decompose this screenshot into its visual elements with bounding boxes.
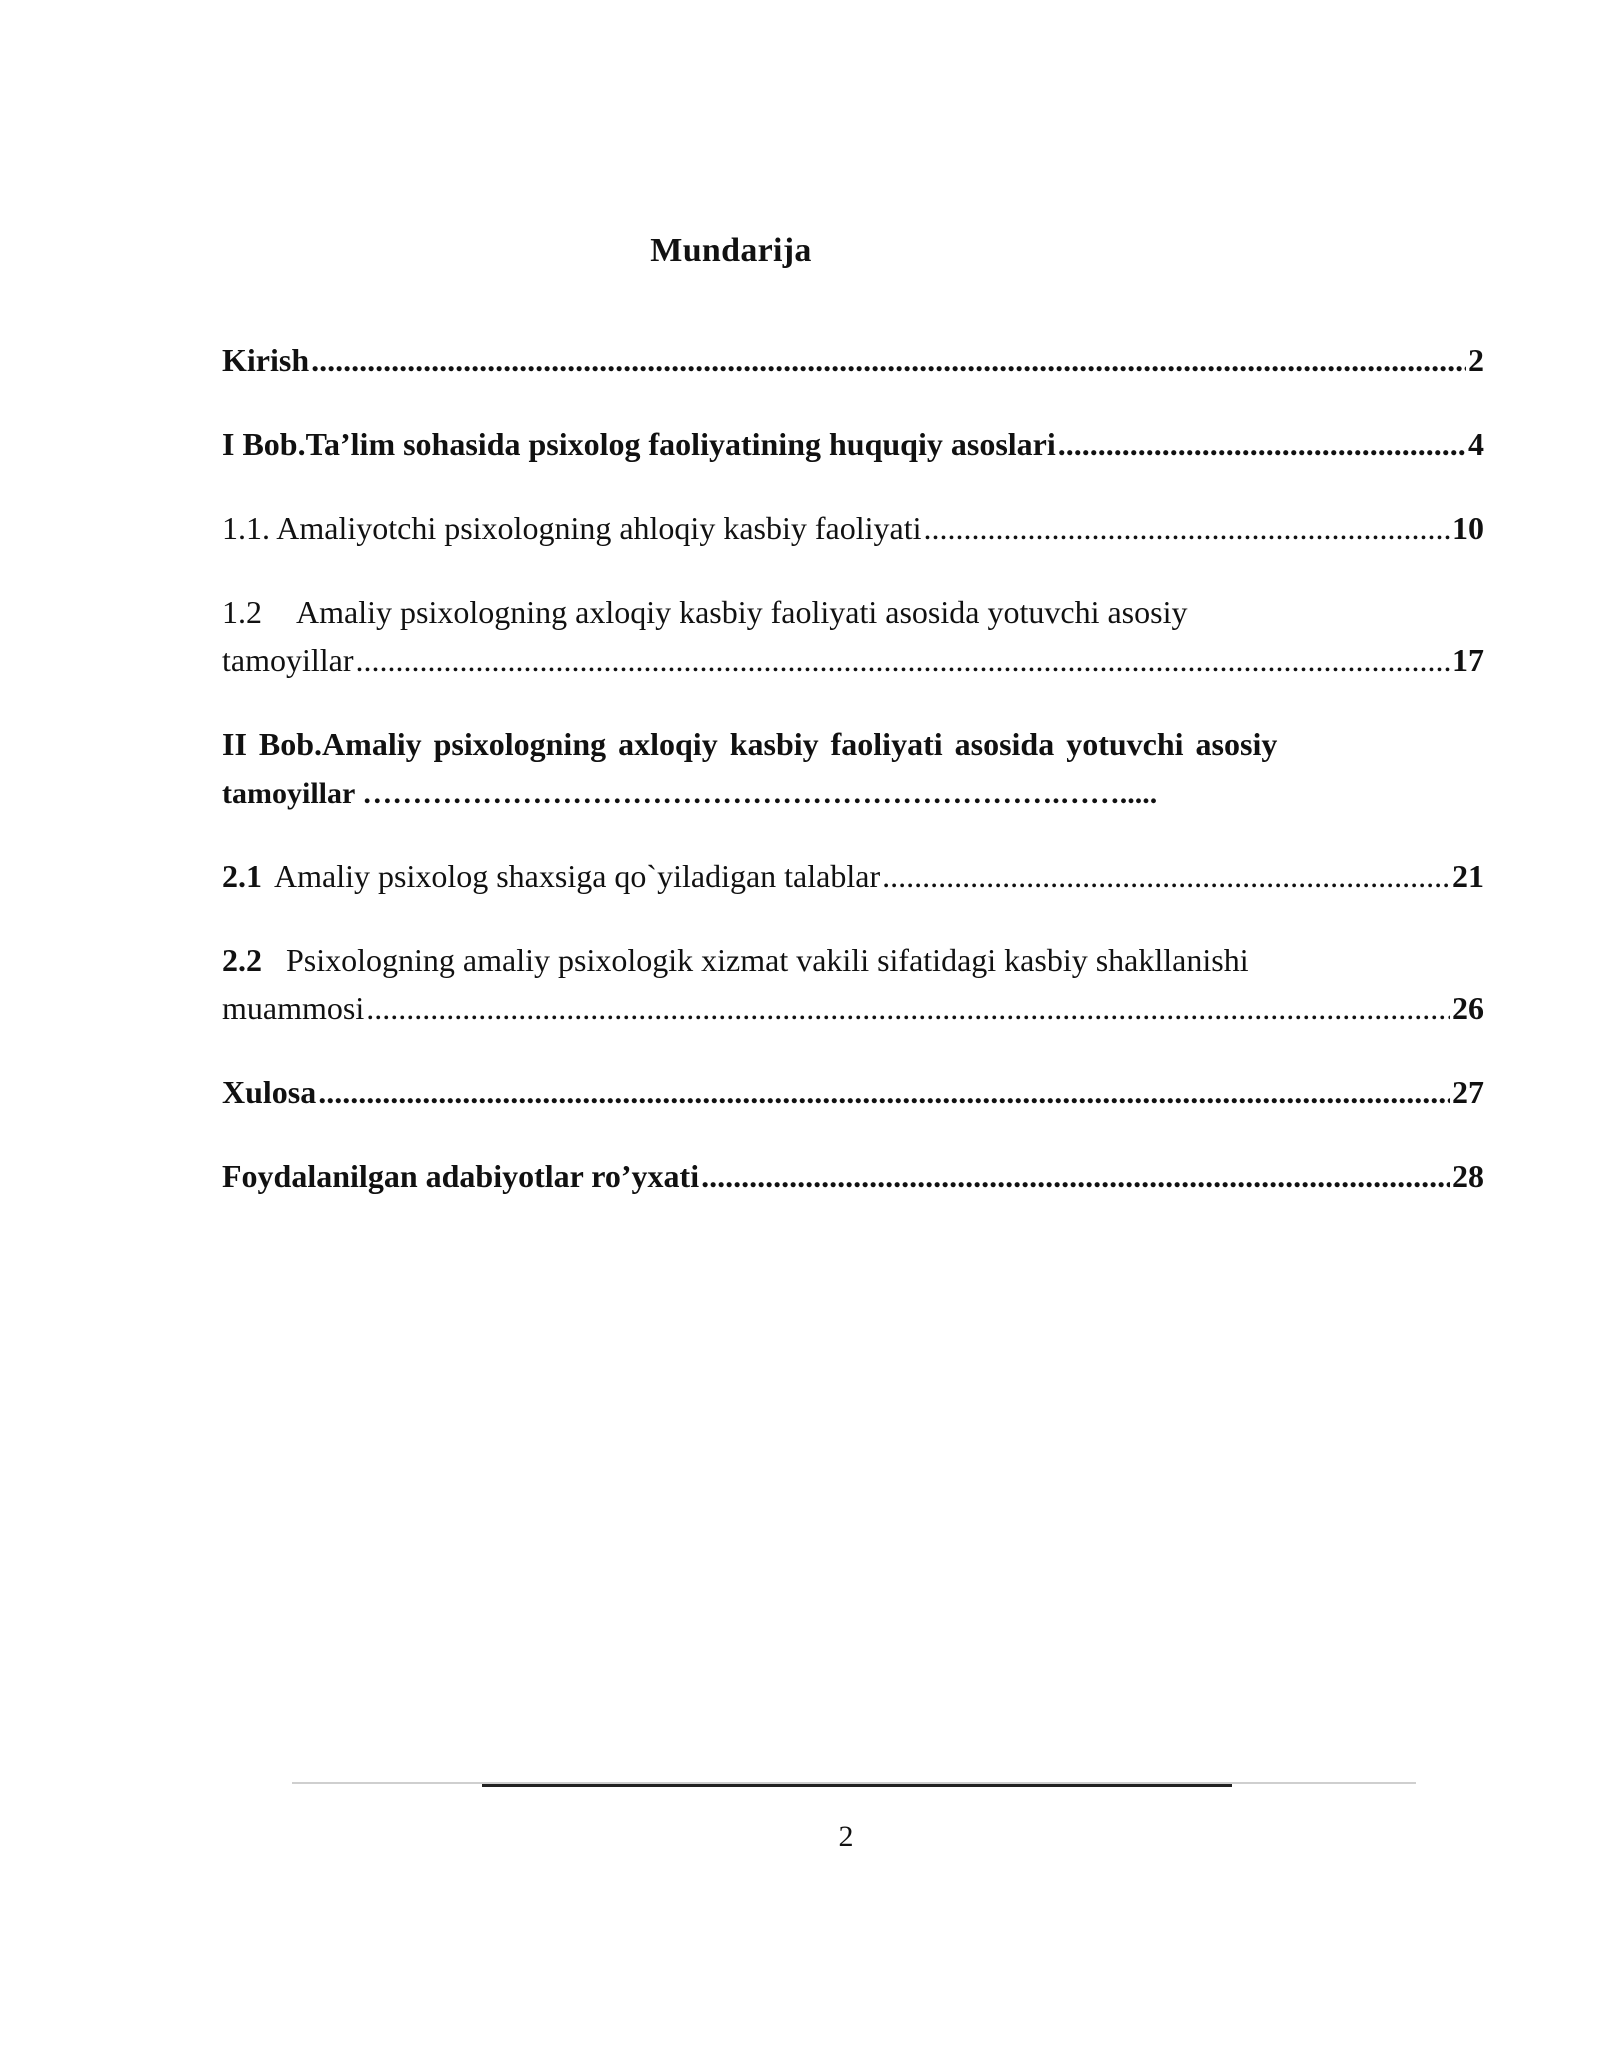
- toc-entry-label: Foydalanilgan adabiyotlar ro’yxati: [222, 1158, 700, 1194]
- toc-entry-label: Kirish: [222, 342, 310, 378]
- toc-entry-label: II Bob.Amaliy psixologning axloqiy kasbiy faoliyati asosida yotuvchi asosiy: [222, 726, 1278, 762]
- toc-dot-leader: [356, 636, 1450, 684]
- toc-entry-section-1-1[interactable]: [222, 504, 1484, 552]
- toc-entry-number: 1.2: [222, 594, 262, 630]
- toc-entry-label: Xulosa: [222, 1074, 317, 1110]
- toc-entry-label: 1.1. Amaliyotchi psixologning ahloqiy kasbiy faoliyati: [222, 510, 922, 546]
- toc-entry-xulosa[interactable]: [222, 1068, 1484, 1116]
- toc-entry-section-1-2[interactable]: [222, 588, 1484, 684]
- toc-entry-label: Psixologning amaliy psixologik xizmat vakili sifatidagi kasbiy shakllanishi: [286, 942, 1249, 978]
- footer-divider: [482, 1784, 1232, 1787]
- toc-entry-page: 2: [1468, 342, 1484, 378]
- toc-entry-label: Amaliy psixologning axloqiy kasbiy faoliyati asosida yotuvchi asosiy: [296, 594, 1188, 630]
- toc-dot-leader: [923, 504, 1450, 552]
- toc-entry-page: 28: [1452, 1158, 1484, 1194]
- toc-entry-section-2-1[interactable]: [222, 852, 1484, 900]
- toc-entry-page: 27: [1452, 1074, 1484, 1110]
- toc-dot-leader: [882, 852, 1450, 900]
- toc-entry-number: 2.1: [222, 858, 262, 894]
- toc-entry-page: 26: [1452, 990, 1484, 1026]
- toc-dot-leader: [311, 336, 1466, 384]
- toc-entry-page: 10: [1452, 510, 1484, 546]
- toc-dot-leader: [1058, 420, 1466, 468]
- toc-entry-page: 21: [1452, 858, 1484, 894]
- page-title: Mundarija: [650, 232, 812, 269]
- toc-entry-label-continued: tamoyillar: [222, 642, 354, 678]
- toc-entry-label-continued: muammosi: [222, 990, 365, 1026]
- toc-entry-page: 17: [1452, 642, 1484, 678]
- toc-dot-leader: [318, 1068, 1450, 1116]
- toc-entry-label: I Bob.Ta’lim sohasida psixolog faoliyatining huquqiy asoslari: [222, 426, 1056, 462]
- toc-entry-number: 2.2: [222, 942, 262, 978]
- toc-dot-leader: [701, 1152, 1450, 1200]
- toc-entry-label-continued: tamoyillar …………………………………………………………….…….....: [222, 777, 1158, 810]
- toc-entry-chapter-2[interactable]: [222, 720, 1484, 818]
- toc-entry-label: Amaliy psixolog shaxsiga qo`yiladigan talablar: [274, 858, 881, 894]
- toc-dot-leader: [366, 984, 1450, 1032]
- toc-entry-kirish[interactable]: [222, 336, 1484, 384]
- toc-entry-chapter-1[interactable]: [222, 420, 1484, 468]
- toc-entry-section-2-2[interactable]: [222, 936, 1484, 1032]
- toc-entry-references[interactable]: [222, 1152, 1484, 1200]
- page-number: 2: [838, 1820, 854, 1853]
- toc-entry-page: 4: [1468, 426, 1484, 462]
